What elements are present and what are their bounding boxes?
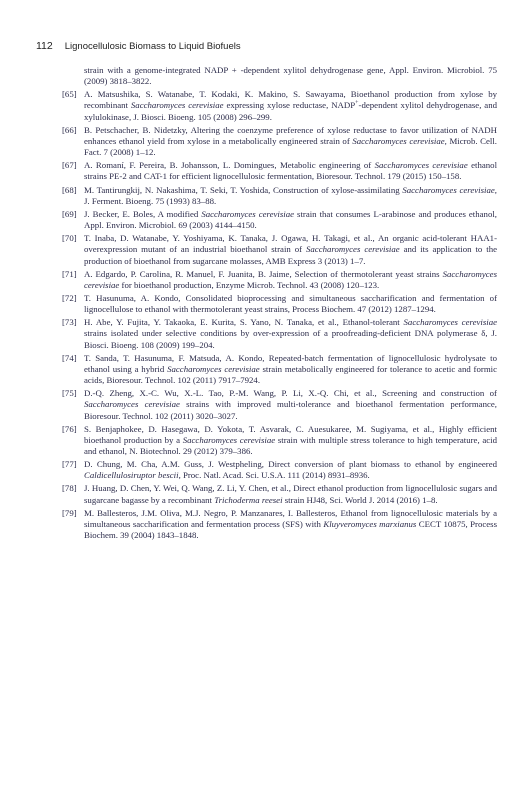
running-title: Lignocellulosic Biomass to Liquid Biofuels [64,41,241,52]
reference-text: A. Matsushika, S. Watanabe, T. Kodaki, K. Makino, S. Sawayama, Bioethanol production from xylose by recombinant [84,89,497,111]
species-name: Saccharomyces cerevisiae [130,100,224,111]
reference-text: T. Hasunuma, A. Kondo, Consolidated bioprocessing and simultaneous saccharification and fermentation of lignocellulose to ethanol with thermotolerant yeast strains, Process Biochem. 47 (2012) 1287–1294. [84,292,497,315]
reference-text: S. Benjaphokee, D. Hasegawa, D. Yokota, T. Asvarak, C. Auesukaree, M. Sugiyama, et al., Highly efficient bioethanol production by a [84,423,497,445]
reference-text: T. Sanda, T. Hasunuma, F. Matsuda, A. Kondo, Repeated-batch fermentation of lignocellulosic hydrolysate to ethanol using a hybrid [84,352,497,374]
reference-text: M. Ballesteros, J.M. Oliva, M.J. Negro, P. Manzanares, I. Ballesteros, Ethanol from lignocellulosic materials by a simultaneous saccharification and fermentation process (SFS) with [84,507,497,529]
reference-text: strain that consumes L-arabinose and produces ethanol, Appl. Environ. Microbiol. 69 (2003) 4144–4150. [84,208,497,231]
reference-text: strain with multiple stress tolerance to high temperature, acid and ethanol, N. Biotechnol. 29 (2012) 379–386. [84,434,497,456]
reference-entry [62,293,497,315]
reference-number: [75] [62,388,77,399]
reference-entry [62,317,497,350]
reference-text: A. Edgardo, P. Carolina, R. Manuel, F. Juanita, B. Jaime, Selection of thermotolerant yeast strains [84,268,443,279]
reference-text: J. Huang, D. Chen, Y. Wei, Q. Wang, Z. Li, Y. Chen, et al., Direct ethanol production from lignocellulosic sugars and sugarcane bagasse by a recombinant [84,483,497,505]
species-name: Saccharomyces cerevisiae [182,434,276,445]
reference-entry [62,160,497,182]
species-name: Caldicellulosiruptor bescii [84,470,179,481]
species-name: Saccharomyces cerevisiae [84,399,180,410]
reference-number: [71] [62,268,77,279]
reference-text: D.-Q. Zheng, X.-C. Wu, X.-L. Tao, P.-M. Wang, P. Li, X.-Q. Chi, et al., Screening and construction of [84,388,497,399]
reference-entries [62,89,497,541]
reference-text: H. Abe, Y. Fujita, Y. Takaoka, E. Kurita, S. Yano, N. Tanaka, et al., Ethanol-tolerant [84,317,404,328]
reference-entry [62,353,497,386]
reference-number: [69] [62,208,77,219]
reference-entry [62,388,497,421]
species-name: Kluyveromyces marxianus [323,518,417,529]
reference-number: [76] [62,423,77,434]
reference-entry [62,185,497,207]
reference-entry [62,269,497,291]
reference-entry [62,233,497,266]
species-name: Saccharomyces cerevisiae [402,184,495,195]
reference-entry [62,508,497,541]
reference-number: [79] [62,507,77,518]
reference-text: strain metabolically engineered for tolerance to acetic and formic acids, Bioresour. Technol. 102 (2011) 7917–7924. [84,363,498,386]
reference-entry [62,89,497,122]
reference-entry [62,209,497,231]
reference-text: strains isolated under selective conditions by over-expression of a proofreading-deficient DNA polymerase δ, J. Biosci. Bioeng. 108 (2009) 199–204. [84,328,497,350]
reference-entry [62,483,497,505]
reference-text: strain HJ48, Sci. World J. 2014 (2016) 1–8. [282,494,438,505]
reference-text: D. Chung, M. Cha, A.M. Guss, J. Westpheling, Direct conversion of plant biomass to ethanol by engineered [84,459,497,470]
reference-number: [78] [62,483,77,494]
reference-number: [73] [62,317,77,328]
species-name: Trichoderma reesei [214,494,283,505]
superscript: + [355,100,359,107]
reference-number: [65] [62,89,77,100]
species-name: Saccharomyces cerevisiae [84,268,497,290]
reference-text: strains with improved multi-tolerance and bioethanol fermentation performance, Bioresour. Technol. 102 (2011) 3020–3027. [84,399,497,421]
reference-text: CECT 10875, Process Biochem. 39 (2004) 1843–1848. [84,518,497,541]
reference-number: [72] [62,292,77,303]
reference-text: -dependent xylitol dehydrogenase, and xylulokinase, J. Biosci. Bioeng. 105 (2008) 296–299. [84,100,498,122]
reference-text: , J. Ferment. Bioeng. 75 (1993) 83–88. [84,184,497,206]
species-name: Saccharomyces cerevisiae [167,363,260,374]
reference-number: [67] [62,160,77,171]
page-header [36,40,496,56]
reference-text: and its application to the production of bioethanol from sugarcane molasses, AMB Express 3 (2013) 1–7. [84,244,497,266]
reference-entry [62,424,497,457]
reference-text: A. Romaní, F. Pereira, B. Johansson, L. Domingues, Metabolic engineering of [84,160,375,171]
page-number: 112 [36,40,53,52]
reference-number: [77] [62,459,77,470]
species-name: Saccharomyces cerevisiae [403,317,497,328]
reference-number: [70] [62,233,77,244]
reference-number: [68] [62,184,77,195]
reference-text: J. Becker, E. Boles, A modified [84,208,202,219]
reference-text: ethanol strains PE-2 and CAT-1 for efficient lignocellulosic fermentation, Bioresour. Technol. 179 (2015) 150–158. [84,160,498,182]
reference-text: , Microb. Cell. Fact. 7 (2008) 1–12. [84,135,497,158]
reference-entry [62,459,497,481]
reference-text: B. Petschacher, B. Nidetzky, Altering the coenzyme preference of xylose reductase to favor utilization of NADH enhances ethanol yield from xylose in a metabolically engineered strain of [84,124,497,146]
species-name: Saccharomyces cerevisiae [306,244,400,255]
reference-entry [62,125,497,158]
reference-text: expressing xylose reductase, NADP [223,100,356,111]
reference-continuation: strain with a genome-integrated NADP + -dependent xylitol dehydrogenase gene, Appl. Environ. Microbiol. 75 (2009) 3818–3822. [84,65,497,87]
species-name: Saccharomyces cerevisiae [352,135,445,146]
reference-text: T. Inaba, D. Watanabe, Y. Yoshiyama, K. Tanaka, J. Ogawa, H. Takagi, et al., An organic acid-tolerant HAA1-overexpression mutant of an industrial bioethanol strain of [84,233,497,255]
reference-number: [66] [62,124,77,135]
reference-text: for bioethanol production, Enzyme Microb. Technol. 43 (2008) 120–123. [119,279,380,290]
reference-number: [74] [62,352,77,363]
species-name: Saccharomyces cerevisiae [201,208,295,219]
reference-list [62,65,497,543]
reference-text: , Proc. Natl. Acad. Sci. U.S.A. 111 (2014) 8931–8936. [178,470,370,481]
reference-text: M. Tantirungkij, N. Nakashima, T. Seki, T. Yoshida, Construction of xylose-assimilating [84,184,403,195]
species-name: Saccharomyces cerevisiae [374,160,468,171]
